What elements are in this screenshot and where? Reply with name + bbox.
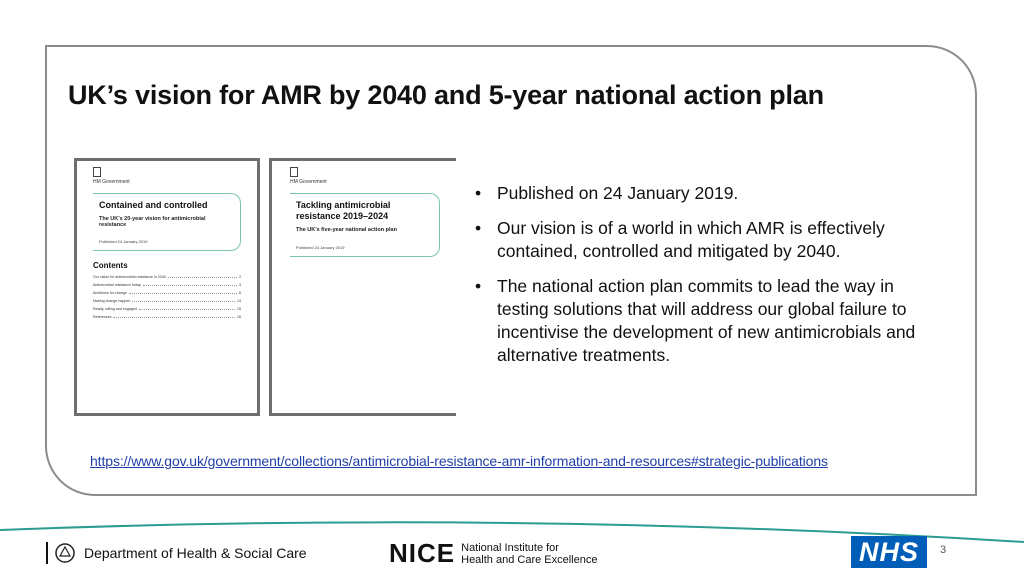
doc2-publisher: HM Government [290,179,327,185]
toc-row [93,299,241,303]
toc-page: 14 [237,299,241,303]
crest-icon [290,167,298,177]
toc-leader [143,285,237,286]
toc-page: 3 [239,283,241,287]
nice-subtitle [461,542,597,566]
nice-line1: National Institute for [461,541,559,554]
toc-label: Ready, willing and engaged [93,307,137,311]
toc-leader [168,277,237,278]
toc-leader [129,293,237,294]
bullet-item: • The national action plan commits to lead the way in testing solutions that will address our global failure to incentivise the development of new antimicrobials and alternative treatments. [475,275,945,367]
doc1-cover-box [93,193,241,251]
vision-document-thumbnail[interactable] [74,158,260,416]
doc2-title: Tackling antimicrobial resistance 2019–2024 [296,200,391,221]
bullet-list [475,182,945,379]
slide-title: UK’s vision for AMR by 2040 and 5-year national action plan [68,80,824,110]
doc1-title: Contained and controlled [99,200,208,210]
dhsc-bar [46,542,48,564]
toc-page: 16 [237,315,241,319]
toc-leader [132,301,235,302]
doc1-published: Published 24 January 2019 [99,239,148,244]
crest-icon [93,167,101,177]
toc-label: References [93,315,112,319]
doc1-publisher: HM Government [93,179,130,185]
toc-label: Ambitions for change [93,291,127,295]
page-number: 3 [940,544,947,556]
doc1-table-of-contents [93,275,241,319]
bullet-item: • Published on 24 January 2019. [475,182,945,205]
nice-logo [389,538,597,569]
action-plan-document-thumbnail[interactable] [269,158,456,416]
publications-link[interactable]: https://www.gov.uk/government/collections/antimicrobial-resistance-amr-information-and-resources#strategic-publications [90,453,828,469]
toc-page: 15 [237,307,241,311]
dhsc-logo [46,542,307,564]
doc2-cover-box [290,193,440,257]
nhs-logo: NHS [851,536,927,568]
toc-label: Making change happen [93,299,131,303]
toc-label: Antimicrobial resistance today [93,283,141,287]
toc-page: 2 [239,275,241,279]
toc-row [93,307,241,311]
nice-line2: Health and Care Excellence [461,553,598,566]
toc-leader [113,317,235,318]
toc-leader [139,309,235,310]
toc-label: Our vision for antimicrobial resistance in 2040 [93,275,166,279]
doc2-subtitle: The UK’s five-year national action plan [296,227,397,233]
doc1-subtitle: The UK’s 20-year vision for antimicrobial resistance [99,216,206,228]
royal-crest-icon [54,542,76,564]
doc1-contents-heading: Contents [93,261,128,270]
bullet-item: • Our vision is of a world in which AMR is effectively contained, controlled and mitigated by 2040. [475,217,945,263]
toc-row [93,275,241,279]
dhsc-text: Department of Health & Social Care [84,545,307,561]
doc2-published: Published 24 January 2019 [296,245,345,250]
toc-row [93,315,241,319]
nice-wordmark: NICE [389,538,456,568]
toc-page: 6 [239,291,241,295]
toc-row [93,291,241,295]
toc-row [93,283,241,287]
